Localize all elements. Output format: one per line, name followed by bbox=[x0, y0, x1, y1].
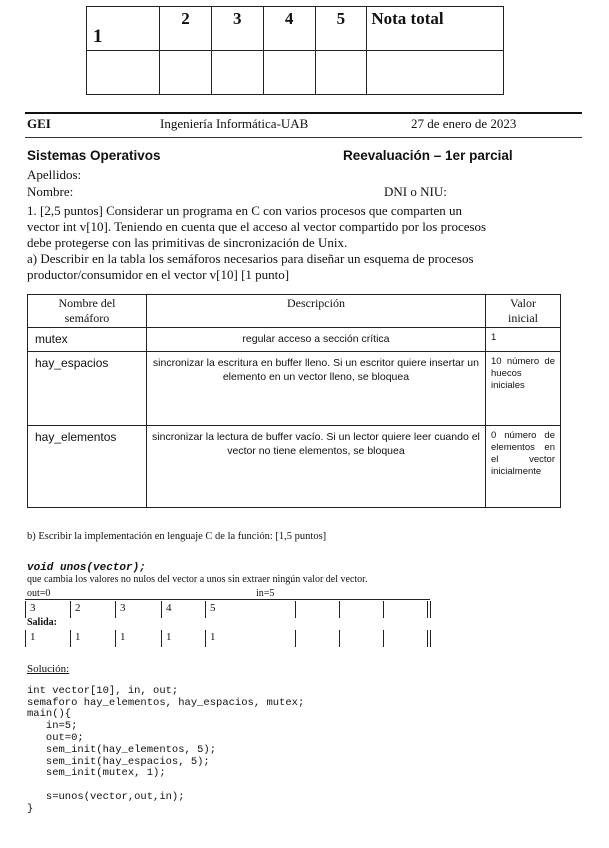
output-vector-cell bbox=[383, 630, 384, 647]
semaphore-name: mutex bbox=[28, 328, 147, 352]
code-line: in=5; bbox=[27, 720, 78, 733]
function-description: que cambia los valores no nulos del vector a unos sin extraer ningún valor del vector. bbox=[27, 574, 368, 585]
code-line: sem_init(hay_elementos, 5); bbox=[27, 743, 217, 756]
header-rule-top bbox=[25, 112, 582, 114]
output-vector-value: 1 bbox=[166, 631, 172, 643]
subject-title: Sistemas Operativos bbox=[27, 148, 161, 163]
semaphore-name: hay_elementos bbox=[28, 426, 147, 508]
col-header-value bbox=[486, 295, 561, 328]
exam-title: Reevaluación – 1er parcial bbox=[343, 148, 513, 163]
solution-code bbox=[27, 674, 304, 827]
table-row bbox=[28, 352, 561, 426]
semaphore-table bbox=[27, 294, 561, 508]
apellidos-label: Apellidos: bbox=[27, 167, 82, 182]
question-line-3: debe protegerse con las primitivas de sincronización de Unix. bbox=[27, 235, 348, 250]
table-row bbox=[28, 426, 561, 508]
input-vector-value: 3 bbox=[30, 602, 36, 614]
input-vector bbox=[25, 601, 430, 618]
code-line: sem_init(hay_espacios, 5); bbox=[27, 755, 210, 768]
col-header-value-line1: Valor bbox=[510, 296, 536, 310]
header-left: GEI bbox=[27, 116, 51, 131]
code-line: sem_init(mutex, 1); bbox=[27, 767, 166, 780]
output-vector bbox=[25, 630, 430, 647]
col-header-value-line2: inicial bbox=[508, 311, 538, 325]
semaphore-desc: sincronizar la escritura en buffer lleno. Si un escritor quiere insertar un elemento en un vector lleno, se bloquea bbox=[146, 352, 485, 426]
input-vector-cell bbox=[339, 601, 340, 618]
output-vector-cell bbox=[25, 630, 26, 647]
output-vector-cell bbox=[427, 630, 428, 647]
input-vector-cell bbox=[161, 601, 162, 618]
code-line: main(){ bbox=[27, 708, 72, 721]
table-row bbox=[28, 328, 561, 352]
solution-label: Solución: bbox=[27, 663, 70, 675]
score-grid-header-row bbox=[87, 7, 504, 51]
out-label: out=0 bbox=[27, 588, 51, 599]
code-line: out=0; bbox=[27, 731, 84, 744]
question-block bbox=[27, 203, 567, 283]
score-grid-empty-row bbox=[87, 51, 504, 95]
input-vector-cell bbox=[295, 601, 296, 618]
code-line: semaforo hay_elementos, hay_espacios, mutex; bbox=[27, 696, 305, 709]
output-vector-value: 1 bbox=[210, 631, 216, 643]
score-cell bbox=[315, 51, 367, 95]
output-vector-cell bbox=[205, 630, 206, 647]
question-line-1: 1. [2,5 puntos] Considerar un programa en C con varios procesos que comparten un bbox=[27, 203, 463, 218]
question-line-2: vector int v[10]. Teniendo en cuenta que el acceso al vector compartido por los procesos bbox=[27, 219, 487, 234]
semaphore-table-header bbox=[28, 295, 561, 328]
header-date: 27 de enero de 2023 bbox=[411, 116, 517, 131]
col-header-name-line1: Nombre del bbox=[58, 296, 116, 310]
col-header-name bbox=[28, 295, 147, 328]
score-col-4: 4 bbox=[263, 7, 315, 51]
output-vector-value: 1 bbox=[75, 631, 81, 643]
output-vector-cell bbox=[115, 630, 116, 647]
input-vector-cell bbox=[383, 601, 384, 618]
semaphore-name: hay_espacios bbox=[28, 352, 147, 426]
semaphore-value: 10 número de huecos iniciales bbox=[486, 352, 561, 426]
question-part-a-1: a) Describir en la tabla los semáforos necesarios para diseñar un esquema de procesos bbox=[27, 251, 474, 266]
score-cell bbox=[263, 51, 315, 95]
code-line: } bbox=[27, 802, 34, 815]
input-vector-cell bbox=[430, 601, 431, 618]
input-vector-value: 4 bbox=[166, 602, 172, 614]
input-vector-top-border bbox=[25, 599, 430, 600]
output-vector-cell bbox=[70, 630, 71, 647]
score-col-2: 2 bbox=[160, 7, 212, 51]
code-line: int vector[10], in, out; bbox=[27, 684, 179, 697]
score-col-1: 1 bbox=[87, 7, 160, 51]
input-vector-cell bbox=[25, 601, 26, 618]
score-cell bbox=[87, 51, 160, 95]
output-vector-cell bbox=[295, 630, 296, 647]
header-center: Ingeniería Informática-UAB bbox=[160, 116, 309, 131]
dni-label: DNI o NIU: bbox=[384, 184, 447, 199]
header-rule-bottom bbox=[25, 137, 582, 138]
score-cell bbox=[160, 51, 212, 95]
in-label: in=5 bbox=[256, 588, 275, 599]
nombre-label: Nombre: bbox=[27, 184, 74, 199]
score-cell bbox=[367, 51, 504, 95]
output-vector-cell bbox=[430, 630, 431, 647]
score-col-total: Nota total bbox=[367, 7, 504, 51]
semaphore-value: 1 bbox=[486, 328, 561, 352]
part-b-prompt: b) Escribir la implementación en lenguaje C de la función: [1,5 puntos] bbox=[27, 531, 327, 542]
function-signature: void unos(vector); bbox=[27, 562, 146, 574]
col-header-desc: Descripción bbox=[146, 295, 485, 328]
input-vector-value: 5 bbox=[210, 602, 216, 614]
salida-label: Salida: bbox=[27, 617, 58, 628]
col-header-name-line2: semáforo bbox=[64, 311, 110, 325]
input-vector-value: 2 bbox=[75, 602, 81, 614]
score-col-3: 3 bbox=[211, 7, 263, 51]
output-vector-cell bbox=[339, 630, 340, 647]
output-vector-cell bbox=[161, 630, 162, 647]
input-vector-cell bbox=[115, 601, 116, 618]
output-vector-value: 1 bbox=[30, 631, 36, 643]
question-part-a-2: productor/consumidor en el vector v[10] [1 punto] bbox=[27, 267, 290, 282]
semaphore-value: 0 número de elementos en el vector inicialmente bbox=[486, 426, 561, 508]
score-grid bbox=[86, 6, 504, 95]
score-col-5: 5 bbox=[315, 7, 367, 51]
input-vector-cell bbox=[427, 601, 428, 618]
input-vector-cell bbox=[205, 601, 206, 618]
output-vector-value: 1 bbox=[120, 631, 126, 643]
semaphore-desc: regular acceso a sección crítica bbox=[146, 328, 485, 352]
score-cell bbox=[211, 51, 263, 95]
input-vector-cell bbox=[70, 601, 71, 618]
semaphore-desc: sincronizar la lectura de buffer vacío. Si un lector quiere leer cuando el vector no tiene elementos, se bloquea bbox=[146, 426, 485, 508]
input-vector-value: 3 bbox=[120, 602, 126, 614]
code-line: s=unos(vector,out,in); bbox=[27, 790, 185, 803]
